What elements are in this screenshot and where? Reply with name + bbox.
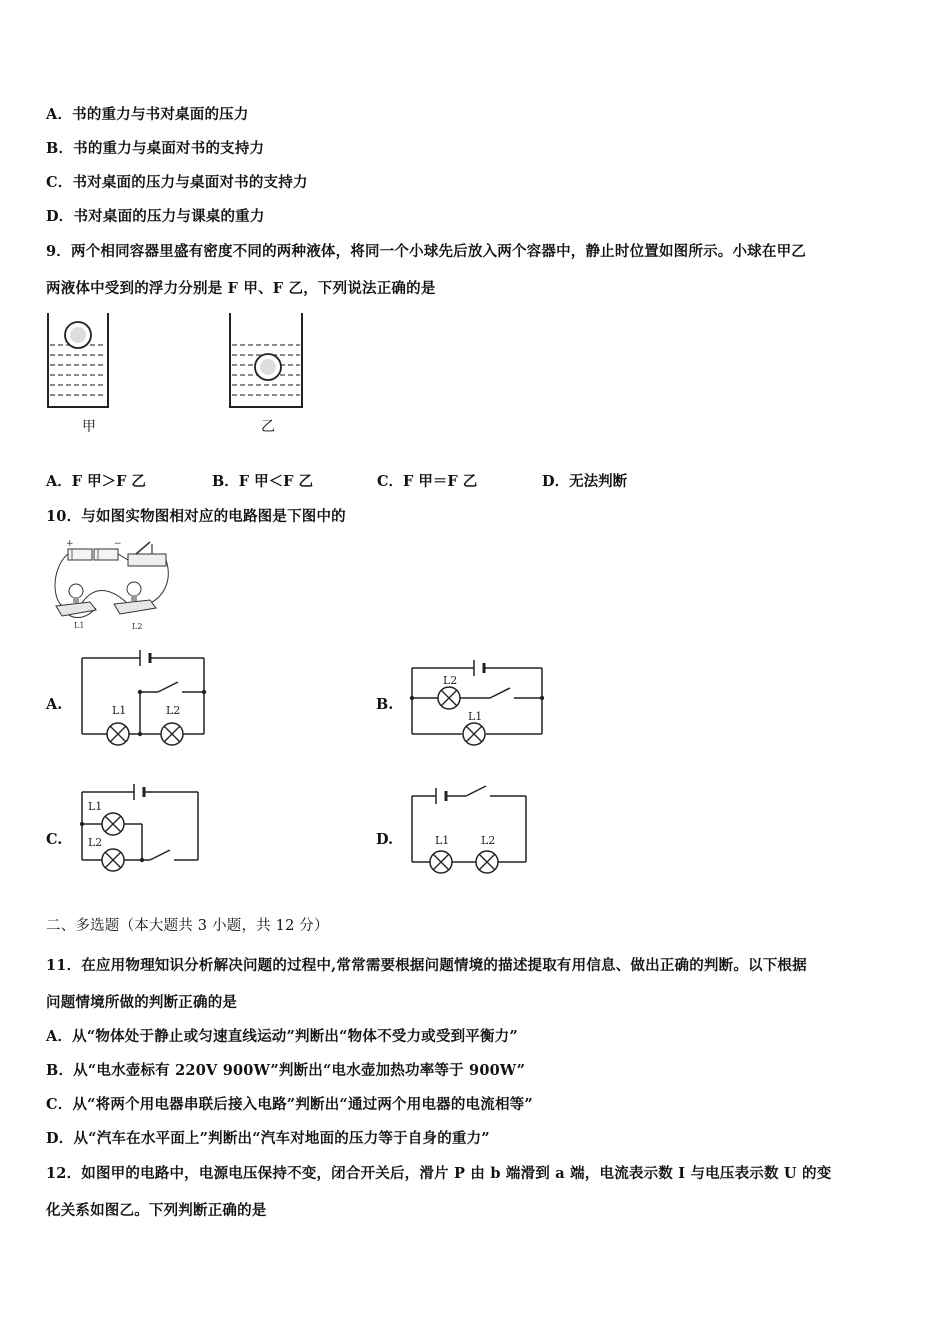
container-jia (48, 313, 108, 407)
q11-option-a: A．从“物体处于静止或匀速直线运动”判断出“物体不受力或受到平衡力” (46, 1028, 518, 1045)
q11-stem-line2: 问题情境所做的判断正确的是 (46, 994, 238, 1011)
q9-option-b: B．F 甲＜F 乙 (212, 473, 313, 490)
lamp-l1-icon (107, 723, 129, 745)
bulb-l1-icon (69, 584, 83, 598)
lamp-l2-icon (161, 723, 183, 745)
physical-label-l1: L1 (74, 621, 85, 630)
q8-option-b: B．书的重力与桌面对书的支持力 (46, 140, 265, 157)
q12-stem-line1: 12．如图甲的电路中，电源电压保持不变，闭合开关后，滑片 P 由 b 端滑到 a 端，电流表示数 I 与电压表示数 U 的变 (46, 1165, 832, 1182)
lamp-l1-icon (430, 851, 452, 873)
q10-option-c-label: C. (46, 831, 63, 848)
svg-text:+: + (66, 539, 74, 549)
q11-option-c: C．从“将两个用电器串联后接入电路”判断出“通过两个用电器的电流相等” (46, 1096, 533, 1113)
q8-option-d: D．书对桌面的压力与课桌的重力 (46, 208, 265, 225)
q10-circuit-c (76, 780, 204, 876)
q12-stem-line2: 化关系如图乙。下列判断正确的是 (46, 1202, 267, 1219)
circuit-b-label-l1: L1 (468, 710, 483, 723)
q9-stem-line1: 9．两个相同容器里盛有密度不同的两种液体，将同一个小球先后放入两个容器中，静止时位置如图所示。小球在甲乙 (46, 243, 806, 260)
q10-circuit-d (404, 780, 532, 876)
q9-label-yi: 乙 (261, 419, 275, 435)
q9-stem-line2: 两液体中受到的浮力分别是 F 甲、F 乙，下列说法正确的是 (46, 280, 436, 297)
q10-option-a-label: A. (46, 696, 63, 713)
q11-stem-line1: 11．在应用物理知识分析解决问题的过程中,常常需要根据问题情境的描述提取有用信息、做出正确的判断。以下根据 (46, 957, 807, 974)
q10-circuit-b (404, 654, 550, 750)
svg-text:−: − (114, 539, 122, 549)
section-2-heading: 二、多选题（本大题共 3 小题，共 12 分） (46, 918, 329, 934)
q8-option-c: C．书对桌面的压力与桌面对书的支持力 (46, 174, 308, 191)
q8-option-a: A．书的重力与书对桌面的压力 (46, 106, 249, 123)
circuit-a-label-l2: L2 (166, 704, 181, 717)
container-yi (230, 313, 302, 407)
q11-option-d: D．从“汽车在水平面上”判断出“汽车对地面的压力等于自身的重力” (46, 1130, 490, 1147)
lamp-base-l2 (114, 600, 156, 614)
lamp-l2-icon (102, 849, 124, 871)
q10-stem: 10．与如图实物图相对应的电路图是下图中的 (46, 508, 346, 525)
q10-circuit-a (76, 648, 212, 748)
switch-icon (128, 554, 166, 566)
circuit-b-label-l2: L2 (443, 674, 458, 687)
circuit-d-label-l2: L2 (481, 834, 496, 847)
q10-option-b-label: B. (376, 696, 394, 713)
q9-option-c: C．F 甲＝F 乙 (377, 473, 478, 490)
lamp-l1-icon (463, 723, 485, 745)
circuit-c-label-l1: L1 (88, 800, 103, 813)
q11-option-b: B．从“电水壶标有 220V 900W”判断出“电水壶加热功率等于 900W” (46, 1062, 526, 1079)
q9-label-jia: 甲 (82, 419, 96, 435)
physical-label-l2: L2 (132, 622, 143, 631)
q10-physical-circuit-figure (48, 536, 173, 634)
bulb-l2-icon (127, 582, 141, 596)
circuit-c-label-l2: L2 (88, 836, 103, 849)
lamp-l2-icon (438, 687, 460, 709)
q9-option-a: A．F 甲＞F 乙 (46, 473, 146, 490)
circuit-a-label-l1: L1 (112, 704, 127, 717)
q9-option-d: D．无法判断 (542, 473, 628, 490)
lamp-l1-icon (102, 813, 124, 835)
lamp-l2-icon (476, 851, 498, 873)
q10-option-d-label: D. (376, 831, 394, 848)
circuit-d-label-l1: L1 (435, 834, 450, 847)
